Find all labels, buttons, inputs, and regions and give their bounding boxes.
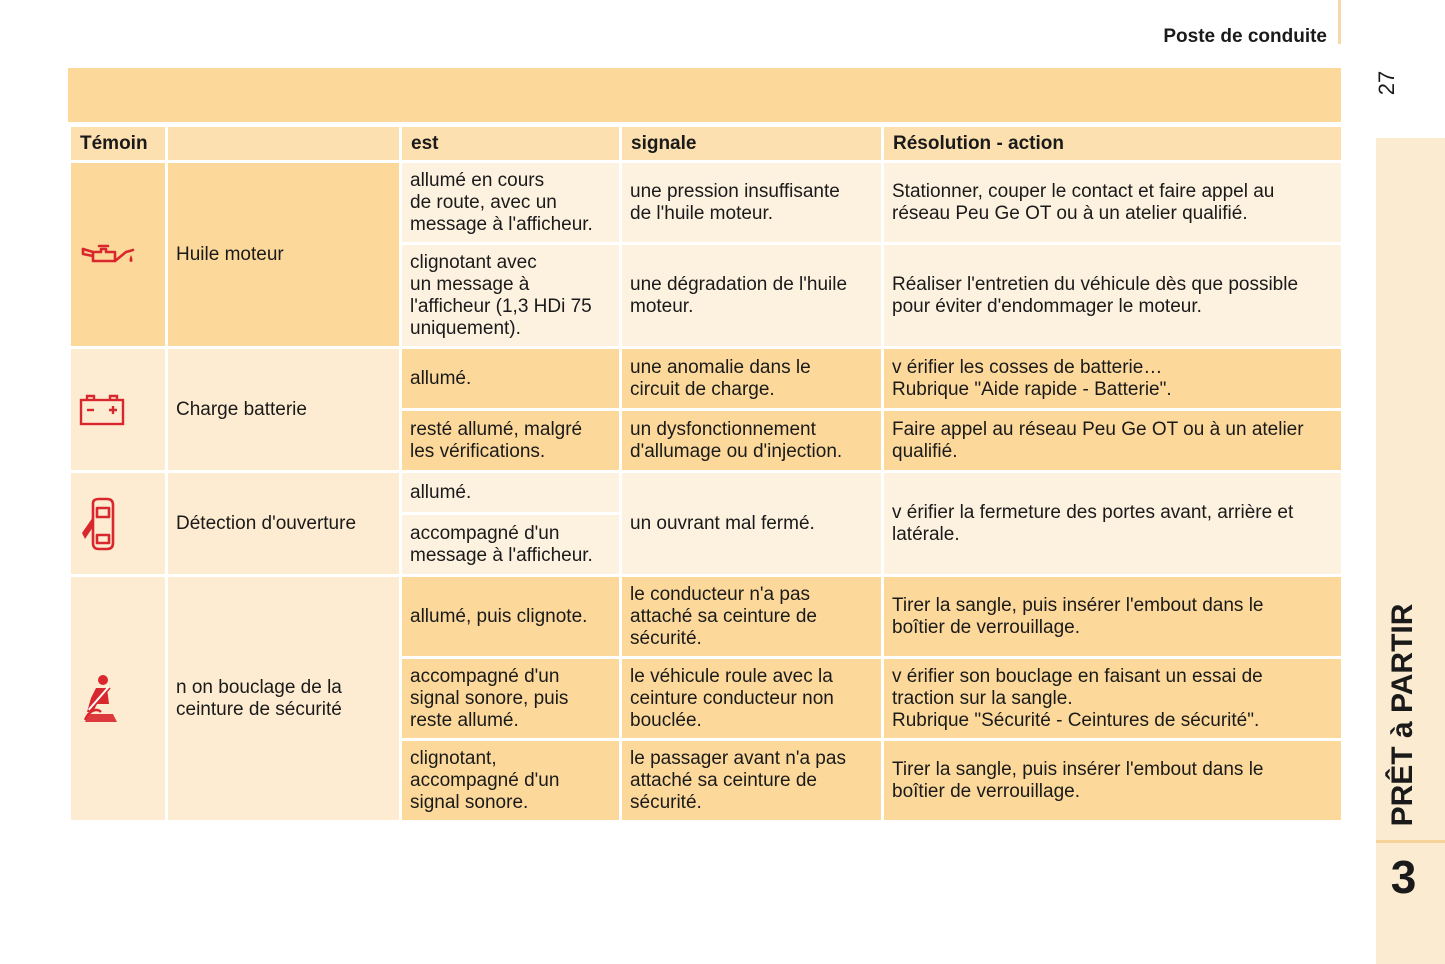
group-label: n on bouclage de la ceinture de sécurité — [167, 576, 401, 822]
signale-cell: une anomalie dans le circuit de charge. — [621, 348, 883, 410]
header-est: est — [401, 126, 621, 162]
battery-icon-cell — [70, 348, 167, 472]
header-temoin: Témoin — [70, 126, 167, 162]
action-cell: Faire appel au réseau Peu Ge OT ou à un atelier qualifié. — [883, 410, 1343, 472]
table-banner — [68, 68, 1341, 122]
signale-cell: le véhicule roule avec la ceinture conducteur non bouclée. — [621, 658, 883, 740]
est-cell: accompagné d'un signal sonore, puis reste allumé. — [401, 658, 621, 740]
action-cell: Tirer la sangle, puis insérer l'embout dans le boîtier de verrouillage. — [883, 576, 1343, 658]
action-cell: Tirer la sangle, puis insérer l'embout dans le boîtier de verrouillage. — [883, 740, 1343, 822]
door-open-icon — [79, 497, 119, 551]
signale-cell: une dégradation de l'huile moteur. — [621, 244, 883, 348]
header-divider — [1338, 0, 1341, 44]
page-number: 27 — [1374, 70, 1399, 96]
signale-cell: un ouvrant mal fermé. — [621, 472, 883, 576]
table-header-row — [70, 126, 1343, 162]
seatbelt-icon-cell — [70, 576, 167, 822]
signale-cell: une pression insuffisante de l'huile moteur. — [621, 162, 883, 244]
group-label: Détection d'ouverture — [167, 472, 401, 576]
warning-lights-table — [68, 124, 1344, 823]
header-signale: signale — [621, 126, 883, 162]
est-cell: accompagné d'un message à l'afficheur. — [401, 514, 621, 576]
signale-cell: un dysfonctionnement d'allumage ou d'injection. — [621, 410, 883, 472]
action-cell: v érifier les cosses de batterie… Rubrique "Aide rapide - Batterie". — [883, 348, 1343, 410]
page-header-title: Poste de conduite — [1163, 26, 1327, 47]
table-row — [70, 348, 1343, 410]
est-cell: clignotant, accompagné d'un signal sonore. — [401, 740, 621, 822]
oil-icon-cell — [70, 162, 167, 348]
est-cell: allumé en cours de route, avec un message à l'afficheur. — [401, 162, 621, 244]
group-label: Charge batterie — [167, 348, 401, 472]
chapter-side-tab — [1376, 138, 1445, 964]
battery-icon — [79, 394, 125, 426]
action-cell: v érifier la fermeture des portes avant, arrière et latérale. — [883, 472, 1343, 576]
action-cell: Stationner, couper le contact et faire appel au réseau Peu Ge OT ou à un atelier qualifié. — [883, 162, 1343, 244]
table-row — [70, 472, 1343, 514]
est-cell: allumé. — [401, 348, 621, 410]
chapter-number: 3 — [1390, 851, 1417, 903]
side-tab-divider — [1376, 840, 1445, 843]
table-row — [70, 576, 1343, 658]
est-cell: allumé, puis clignote. — [401, 576, 621, 658]
door-icon-cell — [70, 472, 167, 576]
action-cell: Réaliser l'entretien du véhicule dès que possible pour éviter d'endommager le moteur. — [883, 244, 1343, 348]
signale-cell: le passager avant n'a pas attaché sa ceinture de sécurité. — [621, 740, 883, 822]
chapter-title: PRÊT à PARTIR — [1386, 603, 1419, 827]
signale-cell: le conducteur n'a pas attaché sa ceinture de sécurité. — [621, 576, 883, 658]
action-cell: v érifier son bouclage en faisant un essai de traction sur la sangle. Rubrique "Sécurité - Ceintures de sécurité". — [883, 658, 1343, 740]
oil-can-icon — [79, 240, 135, 270]
est-cell: resté allumé, malgré les vérifications. — [401, 410, 621, 472]
est-cell: clignotant avec un message à l'afficheur (1,3 HDi 75 uniquement). — [401, 244, 621, 348]
header-resolution: Résolution - action — [883, 126, 1343, 162]
group-label: Huile moteur — [167, 162, 401, 348]
header-label — [167, 126, 401, 162]
est-cell: allumé. — [401, 472, 621, 514]
table-row — [70, 162, 1343, 244]
seatbelt-icon — [79, 674, 121, 724]
